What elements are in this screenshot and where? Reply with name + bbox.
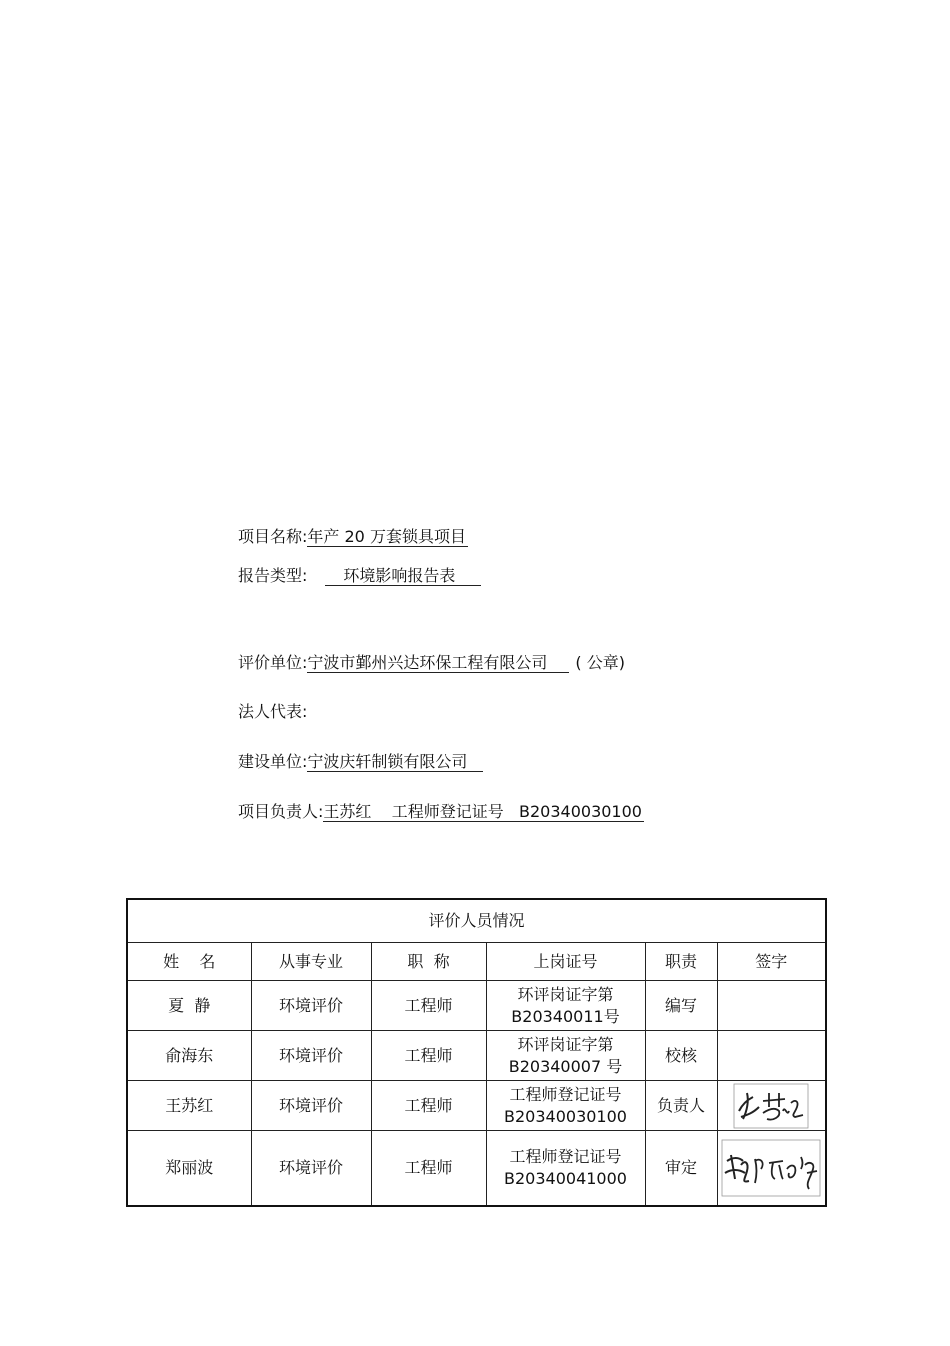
staff-cert <box>486 1081 645 1131</box>
staff-signature <box>717 1081 826 1131</box>
build-unit-field <box>238 752 483 772</box>
eval-unit-seal-note: ( 公章) <box>575 653 625 672</box>
cert-line-2: B20340030100 <box>504 1106 627 1126</box>
signature-zheng-image <box>721 1139 821 1197</box>
header-cert: 上岗证号 <box>486 943 645 981</box>
project-name-value: 年产 20 万套锁具项目 <box>307 527 466 546</box>
cert-line-1: 工程师登记证号 <box>509 1147 622 1166</box>
project-name-label: 项目名称: <box>238 527 308 546</box>
build-unit-label: 建设单位: <box>238 752 308 771</box>
staff-major: 环境评价 <box>251 1081 371 1131</box>
signature-wang-image <box>733 1083 809 1129</box>
project-leader-value: 王苏红 工程师登记证号 B20340030100 <box>323 802 642 821</box>
staff-major: 环境评价 <box>251 1131 371 1207</box>
staff-table-title: 评价人员情况 <box>127 899 826 943</box>
staff-title: 工程师 <box>371 981 486 1031</box>
staff-name: 俞海东 <box>127 1031 251 1081</box>
staff-duty: 审定 <box>645 1131 717 1207</box>
header-name: 姓 名 <box>127 943 251 981</box>
staff-signature <box>717 981 826 1031</box>
staff-signature <box>717 1131 826 1207</box>
staff-name: 郑丽波 <box>127 1131 251 1207</box>
staff-title: 工程师 <box>371 1131 486 1207</box>
cert-line-2: B20340011号 <box>511 1006 620 1026</box>
staff-duty: 校核 <box>645 1031 717 1081</box>
staff-name: 夏 静 <box>127 981 251 1031</box>
staff-signature <box>717 1031 826 1081</box>
staff-cert <box>486 1131 645 1207</box>
header-title: 职 称 <box>371 943 486 981</box>
staff-duty: 负责人 <box>645 1081 717 1131</box>
staff-cert <box>486 981 645 1031</box>
build-unit-value: 宁波庆轩制锁有限公司 <box>307 753 483 772</box>
cert-line-1: 环评岗证字第 <box>517 1034 614 1054</box>
staff-cert <box>486 1031 645 1081</box>
header-duty: 职责 <box>645 943 717 981</box>
report-type-value: 环境影响报告表 <box>325 567 481 586</box>
project-leader-label: 项目负责人: <box>238 802 324 821</box>
table-row <box>127 1131 826 1207</box>
table-row <box>127 1031 826 1081</box>
cert-line-2: B20340041000 <box>504 1169 627 1188</box>
eval-unit-label: 评价单位: <box>238 653 308 672</box>
staff-major: 环境评价 <box>251 1031 371 1081</box>
staff-title: 工程师 <box>371 1081 486 1131</box>
header-major: 从事专业 <box>251 943 371 981</box>
cert-line-2: B20340007 号 <box>508 1056 623 1076</box>
table-row <box>127 1081 826 1131</box>
table-row <box>127 981 826 1031</box>
project-leader-field <box>238 802 644 822</box>
staff-title: 工程师 <box>371 1031 486 1081</box>
header-signature: 签字 <box>717 943 826 981</box>
cert-line-1: 环评岗证字第 <box>517 984 614 1004</box>
cert-line-1: 工程师登记证号 <box>509 1084 622 1104</box>
staff-table <box>126 898 827 1207</box>
staff-major: 环境评价 <box>251 981 371 1031</box>
eval-unit-field <box>238 653 625 673</box>
eval-unit-value: 宁波市鄞州兴达环保工程有限公司 <box>307 654 569 673</box>
legal-rep-label: 法人代表: <box>238 702 308 721</box>
staff-name: 王苏红 <box>127 1081 251 1131</box>
legal-rep-field <box>238 702 307 722</box>
staff-duty: 编写 <box>645 981 717 1031</box>
project-name-field <box>238 527 468 547</box>
report-type-field <box>238 566 481 586</box>
report-type-label: 报告类型: <box>238 566 308 585</box>
